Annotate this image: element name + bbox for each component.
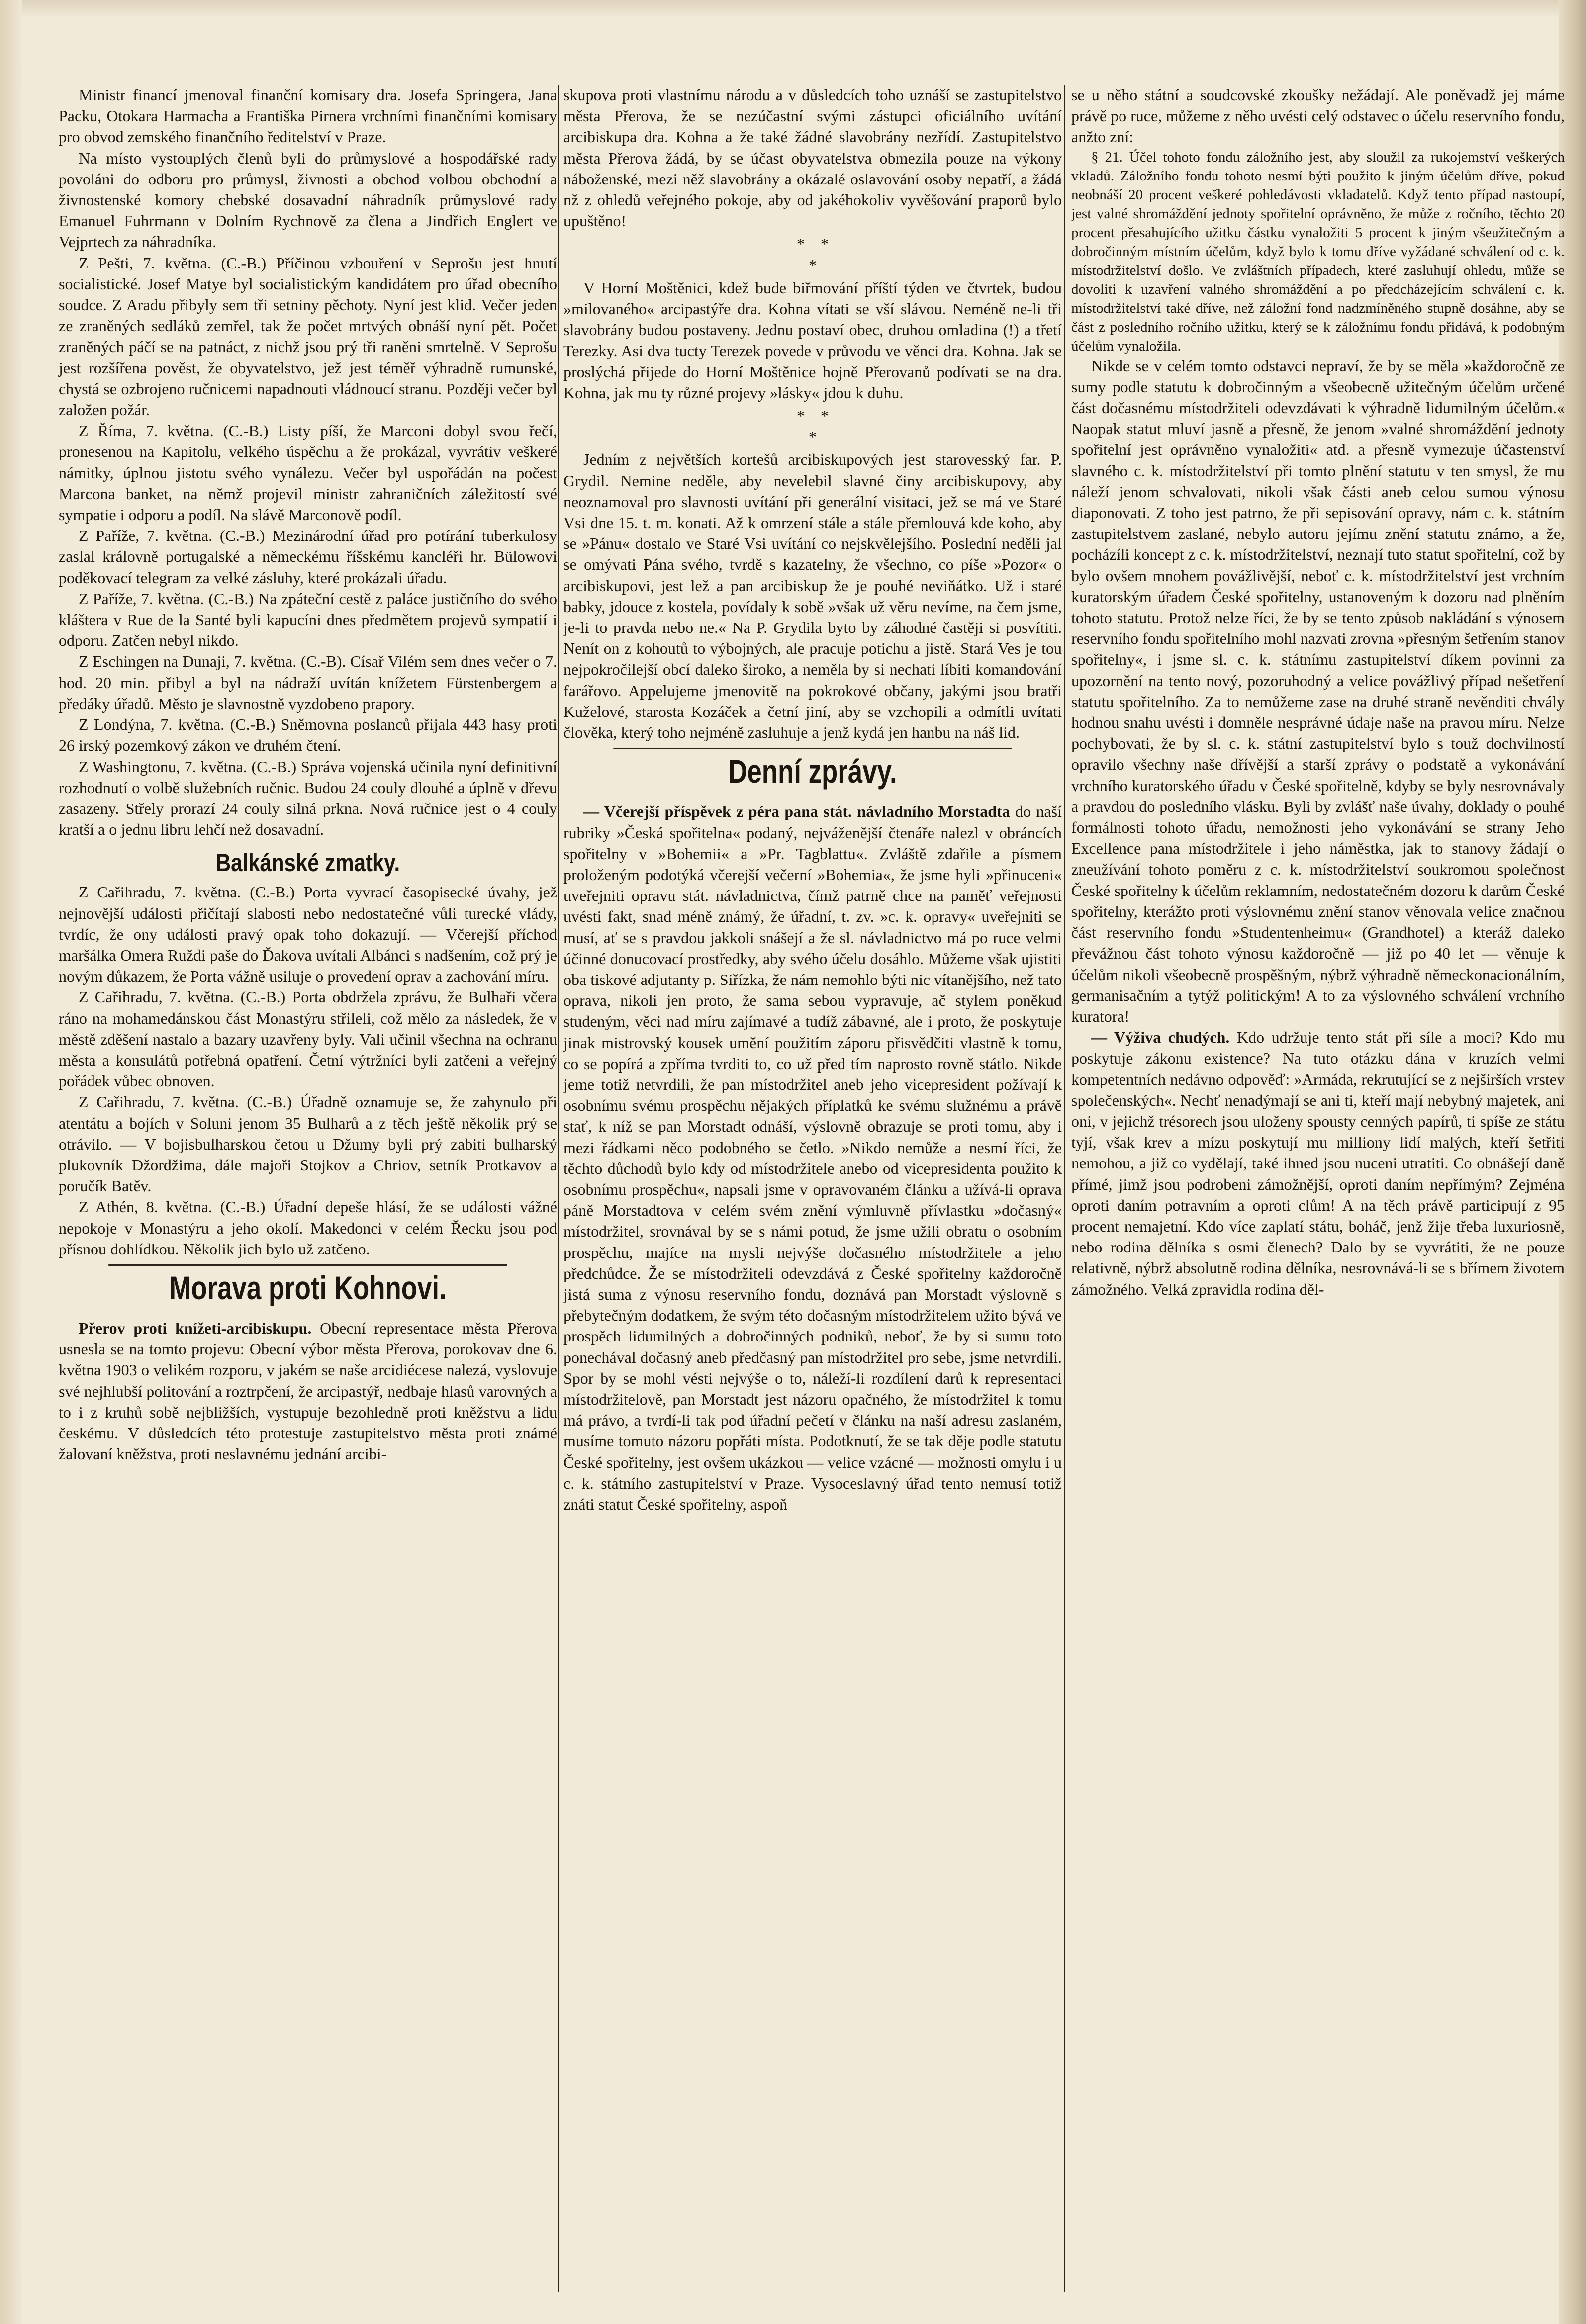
column-3	[1071, 85, 1565, 1300]
article-horni-mostenice: V Horní Moštěnici, kdež bude biřmování příští týden ve čtvrtek, budou »milovaného« arcipastýře dra. Kohna vítati se vší slávou. Neméně ne-li tři slavobrány budou postaveny. Jednu postaví obec, druhou omladina (!) a třetí Terezky. Asi dva tucty Terezek povede v průvodu ve věnci dra. Kohna. Jak se proslýchá přijede do Horní Moštěnice hojně Přerovanů podívati se na dra. Kohna, jak mu ty různé projevy »lásky« jdou k duhu.	[563, 278, 1062, 402]
article-feeding-body: Kdo udržuje tento stát při síle a moci? Kdo mu poskytuje zákonu existence? Na tuto otázku dána v kruzích velmi kompetentních nedávno odpověď: »Armáda, rekrutující se z nejširších vrstev společenských«. Nechť nenadýmají se ani ti, kteří mají nebybný majetek, ani oni, v jejichž trésorech jsou uloženy spousty cenných papírů, ti spíše ze státu tyjí, však krev a mízu poskytují mu milliony lidí malých, kteří šetřiti nemohou, a již co vydělají, také ihned jsou nuceni utratiti. Co obnášejí daně přímé, jimž jsou podrobeni zámožnější, oproti daním nepřímým? Zejména oproti daním potravním a oproti clům! A na těch právě participují z 95 procent nemajetní. Kdo více zaplatí státu, boháč, jenž žije třeba luxuriosně, nebo rodina dělníka s osmi členech? Dalo by se vyvrátiti, že ne pouze relativně, nýbrž absolutně rodina dělníka, nesrovnává-li se s břímem životem zámožného. Velká zpravidla rodina děl-	[1071, 1028, 1565, 1298]
article-prerov-lead: Přerov proti knížeti-arcibiskupu.	[79, 1319, 312, 1337]
article-london-report: Z Londýna, 7. května. (C.-B.) Sněmovna poslanců přijala 443 hasy proti 26 irský pozemkový zákon ve druhém čtení.	[59, 715, 557, 755]
article-morstadt-body: do naší rubriky »Česká spořitelna« podaný, nejváženější čtenáře nalezl v obráncích spořitelny v »Bohemii« a »Pr. Tagblattu«. Zvláště zdařile a písmem proloženým podotýká včerejší večerní »Bohemia«, že jsme hyli »přinuceni« uveřejniti opravu stát. návladnictva, čímž patrně chce na paměť veřejnosti uvésti fakt, snad méně známý, že úřadní, t. zv. »c. k. opravy« uveřejniti se musí, ať se s pravdou jakkoli snášejí a že sl. návladnictvo má po ruce velmi účinné donucovací prostředky, aby svého účelu dosáhlo. Můžeme však ujistiti oba tiskové adjutanty p. Siřízka, že nám nemohlo býti nic vítanějšího, než tato oprava, nikoli jen proto, že sama sebou vypravuje, ač stylem poněkud studeným, věci nad míru zajímavé a tudíž zábavné, ale i proto, že poskytuje jinak mistrovský kousek umění použitím záporu přisvědčiti vlastně k tomu, co se popírá a zpříma tvrditi to, co už před tím naprosto rovně státlo. Nikde jeme totiž netvrdili, že pan místodržitel aneb jeho vicepresident požívají k osobnímu svému prospěchu nějakých příplatků ke svému služnému a právě stať, k níž se pan Morstadt odnáší, výslovně obrazuje se proti tomu, aby i mezi řádkami něco podobného se četlo. »Nikdo nemůže a nesmí říci, že těchto důchodů bylo kdy od místodržitele anebo od vicepresidenta použito k osobnímu prospěchu«, napsali jsme v opravovaném článku a užívá-li oprava páně Morstadtova v celém svém znění výmluvně přívlastku »dočasný« místodržitel, srovnával by se s námi potud, že jsme užili obratu o osobním prospěchu, majíce na mysli nejvýše dočasného místodržitele a jeho předchůdce. Že se místodržiteli odevzdává z České spořitelny každoročně jistá suma z výnosu reservního fondu, doznává pan Morstadt výslovně s přebytečným dodatkem, že svým této dočasným místodržitelem užito bývá ve prospěch lidumilných a dobročinných podniků, neboť, že by si sumu toto ponechával dočasný aneb předčasný pan místodržitel pro sebe, jsme netvrdili. Spor by se mohl vésti nejvýše o to, náleží-li rozdílení darů k representaci místodržitelově, pan Morstadt jest názoru opačného, že místodržitel k tomu má právo, a tvrdí-li tak pod úřadní pečetí v článku na naší adresu zaslaném, musíme tomuto názoru popřáti místa. Podotknutí, že se tak děje podle statutu České spořitelny, jest ovšem ukázkou — velice vzácné — možnosti omylu i u c. k. státního zastupitelství v Praze. Vysoceslavný úřad tento nemusí totiž znáti statut České spořitelny, aspoň	[563, 803, 1062, 1513]
article-prerov-protest	[59, 1318, 557, 1464]
column-rule-1	[558, 85, 559, 2292]
section-separator: * * *	[797, 407, 829, 446]
section-separator: * * *	[797, 235, 829, 274]
article-athens-report: Z Athén, 8. května. (C.-B.) Úřadní depeše hlásí, že se události vážné nepokoje v Monastýru a jeho okolí. Makedonci v celém Řecku jsou pod přísnou dohlídkou. Několik jich bylo už zatčeno.	[59, 1198, 557, 1258]
article-rome-report: Z Říma, 7. května. (C.-B.) Listy píší, že Marconi dobyl svou řečí, pronesenou na Kapitolu, velkého úspěchu a že prokázal, vyvrátiv veškeré námitky, úplnou jistotu svého vynálezu. Večer byl uspořádán na počest Marcona banket, na němž projevil ministr zahraničních záležitostí své sympatie i odporu a podíl. Na slávě Marconově podíl.	[59, 422, 557, 524]
article-washington-report: Z Washingtonu, 7. května. (C.-B.) Správa vojenská učinila nyní definitivní rozhodnutí o volbě služebních ručnic. Budou 24 couly dlouhé a úplně v dřevu zasazeny. Střely prorazí 24 couly silná prkna. Nová ručnice jest o 4 couly kratší a o jednu libru lehčí než dosavadní.	[59, 757, 557, 839]
article-savings-analysis: Nikde se v celém tomto odstavci nepraví, že by se měla »každoročně ze sumy podle statutu k dobročinným a všeobecně užitečným účelům určené část dočasnému místodržiteli odevzdávati k výhradně lidumilným účelům.« Naopak statut mluví jasně a přesně, že jenom »valné shromáždění jednoty spořitelní jest oprávněno vynaložiti« atd. a přesně vymezuje účastenství slavného c. k. místodržitelství při tomto plnění statutu v ten smysl, že mu náleží jenom schvalovati, nikoli však části aneb celou sumou výnosu diaponovati. Z toho jest patrno, že při sepisování opravy, nám c. k. státním zastupitelstvem zaslané, nebylo autoru jejímu znění statutu známo, a že, pocházíli koncept z c. k. místodržitelství, neznají tuto statut spořitelní, což by bylo ovšem mnohem povážlivější, neboť c. k. místodržitelství jest vrchním kuratorským úřadem České spořitelny, ustanoveným k dozoru nad plněním tohoto statutu. Protož nelze říci, že by se tento způsob nakládání s výnosem reservního fondu spořitelního mohl nazvati zrovna »přesným šetřením stanov spořitelny«, i jsme sl. c. k. státnímu zastupitelství díkem povinni za upozornění na tento nový, pozoruhodný a velice povážlivý případ nešetření statutu spořitelního. Za to nemůžeme zase na druhé straně nevěnditi chvály hodnou snahu uvésti i domněle nesprávné údaje naše na pravou míru. Nelze pochybovati, že by sl. c. k. státní zastupitelství bylo s touž dochvilností opravilo všechny naše dřívější a starší zprávy o podstatě a vykonávání vrchního kuratorského úřadu v České spořitelně, kdyby se byly nesrovnávaly a pravdou do posledního vlásku. Byli by zvlášť naše úvahy, doklady o pouhé formálnosti tohoto úřadu, nemožnosti jeho vykonávání se strany Jeho Excellence pana místodržitele i jeho náměstka, jak to stanovy žádají o zneužívání tohoto poměru z c. k. místodržitelství soukromou společnost České spořitelny k účelům reklamním, nedostatečném dozoru k darům České spořitelny, kterážto proti výslovnému znění stanov věnovala velice značnou část reservního fondu »Studentenheimu« (Grandhotel) a kteráž daleko převážnou část tohoto výnosu každoročně — již po 40 let — věnuje k účelům nikoli všeobecně prospěšným, nýbrž výhradně německonacionálním, germanisačním a tytýž politickým! A to za výslovného schválení vrchního kuratora!	[1071, 357, 1565, 1025]
column-1	[59, 85, 557, 1464]
article-paris-capuchins: Z Paříže, 7. května. (C.-B.) Na zpáteční cestě z paláce justičního do svého kláštera v Rue de la Santé byli kapucíni dnes předmětem projevů sympatií i odporu. Zatčen nebyl nikdo.	[59, 589, 557, 650]
column-rule-2	[1064, 85, 1065, 2292]
section-heading-balkan: Balkánské zmatky.	[215, 849, 400, 877]
article-constantinople-3: Z Cařihradu, 7. května. (C.-B.) Úřadně oznamuje se, že zahynulo při atentátu a bojích v Soluni jenom 35 Bulharů a z těch ještě několik prý se otrávilo. — V bojisbulharskou četou u Džumy byli prý zabiti bulharský plukovník Džordžima, dále majoři Stojkov a Chriov, setník Protkavov a poručík Batěv.	[59, 1093, 557, 1195]
article-feeding-lead: — Výživa chudých.	[1091, 1028, 1230, 1047]
article-stara-ves-priest: Jedním z největších kortešů arcibiskupových jest starovesský far. P. Grydil. Nemine neděle, aby nevelebil slavné činy arcibiskupovy, aby neoznamoval pro slavnosti uvítání při generální visitaci, jež se má ve Staré Vsi dne 15. t. m. konati. Až k omrzení stále a stále přemlouvá kde koho, aby se »Pánu« dostalo ve Staré Vsi uvítání co nejskvělejšího. Poslední neděli jal se omývati Pána svého, tvrdě s kazatelny, že všechno, co píše »Pozor« o arcibiskupovi, jest lež a pan arcibiskup že je pouhé neviňátko. Už i staré babky, jdouce z kostela, povídaly k sobě »však už věru nevíme, na čem jsme, je-li to pravda nebo ne.« Na P. Grydila byto by záhodné častěji si posvítiti. Nenít on z kohoutů to výbojných, ale pracuje potichu a jistě. Stará Ves je tou nejpokročilejší obcí daleko široko, a neměla by si nechati líbiti komandování farářovo. Appelujeme jmenovitě na pokrokové občany, jakými jsou bratři Kuželové, starosta Kozáček a četní jiní, aby se vzchopili a odmítli uvítati člověka, který toho nejméně zasluhuje a jenž kydá jen hanbu na náš lid.	[563, 450, 1062, 742]
article-finance-appointments: Ministr financí jmenoval finanční komisary dra. Josefa Springera, Jana Packu, Otokara Harmacha a Františka Pirnera vrchními finančními komisary pro obvod zemského finančního ředitelství v Praze.	[59, 86, 557, 146]
page-edge-top	[0, 0, 1586, 18]
article-industrial-council: Na místo vystouplých členů byli do průmyslové a hospodářské rady povoláni do odboru pro průmysl, živnosti a obchod volbou obchodní a živnostenské komory chebské dosavadní náhradník průmyslové rady Emanuel Fuhrmann v Dolním Rychnově za člena a Jindřich Englert ve Vejprtech za náhradníka.	[59, 149, 557, 251]
column-2	[563, 85, 1062, 1515]
article-morstadt-contribution	[563, 801, 1062, 1515]
article-feeding-the-poor	[1071, 1027, 1565, 1300]
article-constantinople-2: Z Cařihradu, 7. května. (C.-B.) Porta obdržela zprávu, že Bulhaři včera ráno na mohamedánskou část Monastýru střileli, což mělo za následek, že v městě zděšení nastalo a bazary uzavřeny byly. Vali učinil všechna na ochranu města a konsulátů potřebná opatření. Četní výtržníci byli zatčeni a veřejný pořádek vůbec obnoven.	[59, 988, 557, 1090]
article-savings-continued: se u něho státní a soudcovské zkoušky nežádají. Ale poněvadž jej máme právě po ruce, můžeme z něho uvésti celý odstavec o účelu reservního fondu, anžto zní:	[1071, 86, 1565, 146]
page-edge-left	[0, 0, 22, 2324]
article-prerov-body: Obecní representace města Přerova usnesla se na tomto projevu: Obecní výbor města Přerova, porokovav dne 6. května 1903 o velikém rozporu, v jakém se naše arcidiécese nalezá, vyslovuje své nejhlubší politování a roztrpčení, že arcipastýř, nedbaje hlasů varovných a to i z kruhů sobě nejbližších, vystupuje bezohledně proti kněžstvu a lidu českému. V důsledcích této protestuje zastupitelstvo města proti známé žalovaní kněžstva, proti neslavnému jednání arcibi-	[59, 1319, 557, 1463]
section-heading-daily-news: Denní zprávy.	[613, 748, 1012, 793]
article-eschingen-report: Z Eschingen na Dunaji, 7. května. (C.-B). Císař Vilém sem dnes večer o 7. hod. 20 min. přibyl a byl na nádraží uvítán knížetem Fürstenbergem a předáky úřadů. Město je slavnostně vyzdobeno prapory.	[59, 652, 557, 713]
article-constantinople-1: Z Cařihradu, 7. května. (C.-B.) Porta vyvrací časopisecké úvahy, jež nejnovější události přičítají slabosti nebo nedostatečné vůli turecké vlády, tvrdíc, že ony události pravý opak toho dokazují. — Včerejší příchod maršálka Omera Ruždi paše do Ďakova uvítali Albánci s nadšením, což prý je novým důkazem, že Porta vážně usiluje o provedení oprav a zachování míru.	[59, 883, 557, 985]
article-morstadt-lead: — Včerejší příspěvek z péra pana stát. návladního Morstadta	[583, 803, 1010, 821]
section-heading-morava: Morava proti Kohnovi.	[108, 1264, 507, 1310]
article-pest-report: Z Pešti, 7. května. (C.-B.) Příčinou vzbouření v Seprošu jest hnutí socialistické. Josef Matye byl socialistickým kandidátem pro úřad obecního soudce. Z Aradu přibyly sem tři setniny pěchoty. Nyní jest klid. Večer jeden ze zraněných sedláků zemřel, tak že počet mrtvých obnáší nyní pět. Počet zraněných páčí se na patnáct, z nichž jsou prý tři raněni smrtelně. V Seprošu jest rozšířena pověst, že obyvatelstvo, jež jest téměř výhradně rumunské, chystá se ozbrojeno ručnicemi napadnouti vládnoucí stranu. Později večer byl založen požár.	[59, 254, 557, 419]
statute-paragraph-21: § 21. Účel tohoto fondu záložního jest, aby sloužil za rukojemství veškerých vkladů. Záložního fondu tohoto nesmí býti použito k jiným účelům dříve, pokud neobnáší 20 procent veškeré pohledávosti vkladatelů. Když tento případ nastoupí, jest valné shromáždění jednoty spořitelní oprávněno, že může z ročního, těchto 20 procent přesahujícího užitku částku vynaložiti 5 procent k jiným všeužitečným a dobročinným místním účelům, když bylo k tomu dříve vyžádané schválení od c. k. místodržitelství došlo. Ve zvláštních případech, které zasluhují ohledu, může se dovoliti k uzavření valného shromáždění a po předcházejícím schválení c. k. místodržitelství také dříve, než záložní fond nadzmíněného stupně dosáhne, aby se část z posledního ročního užitku, který se k záložnímu fondu přidává, k podobným účelům vynaložila.	[1071, 149, 1565, 354]
article-prerov-continued: skupova proti vlastnímu národu a v důsledcích toho uznáší se zastupitelstvo města Přerova, že se nezúčastní svými zástupci oficiálního uvítání arcibiskupa dra. Kohna a že také žádné slavobrány nezřídí. Zastupitelstvo města Přerova žádá, by se účast obyvatelstva obmezila pouze na výkony náboženské, mezi něž slavobrány a okázalé oslavování osoby nepatří, a žádá nž z ohledů veřejného pokoje, aby od jakéhokoliv vyvěšování praporů bylo upuštěno!	[563, 86, 1062, 230]
article-paris-tuberculosis: Z Paříže, 7. května. (C.-B.) Mezinárodní úřad pro potírání tuberkulosy zaslal královně portugalské a německému říšskému kancléři hr. Bülowovi poděkovací telegram za velké zásluhy, které prokázali úřadu.	[59, 527, 557, 587]
